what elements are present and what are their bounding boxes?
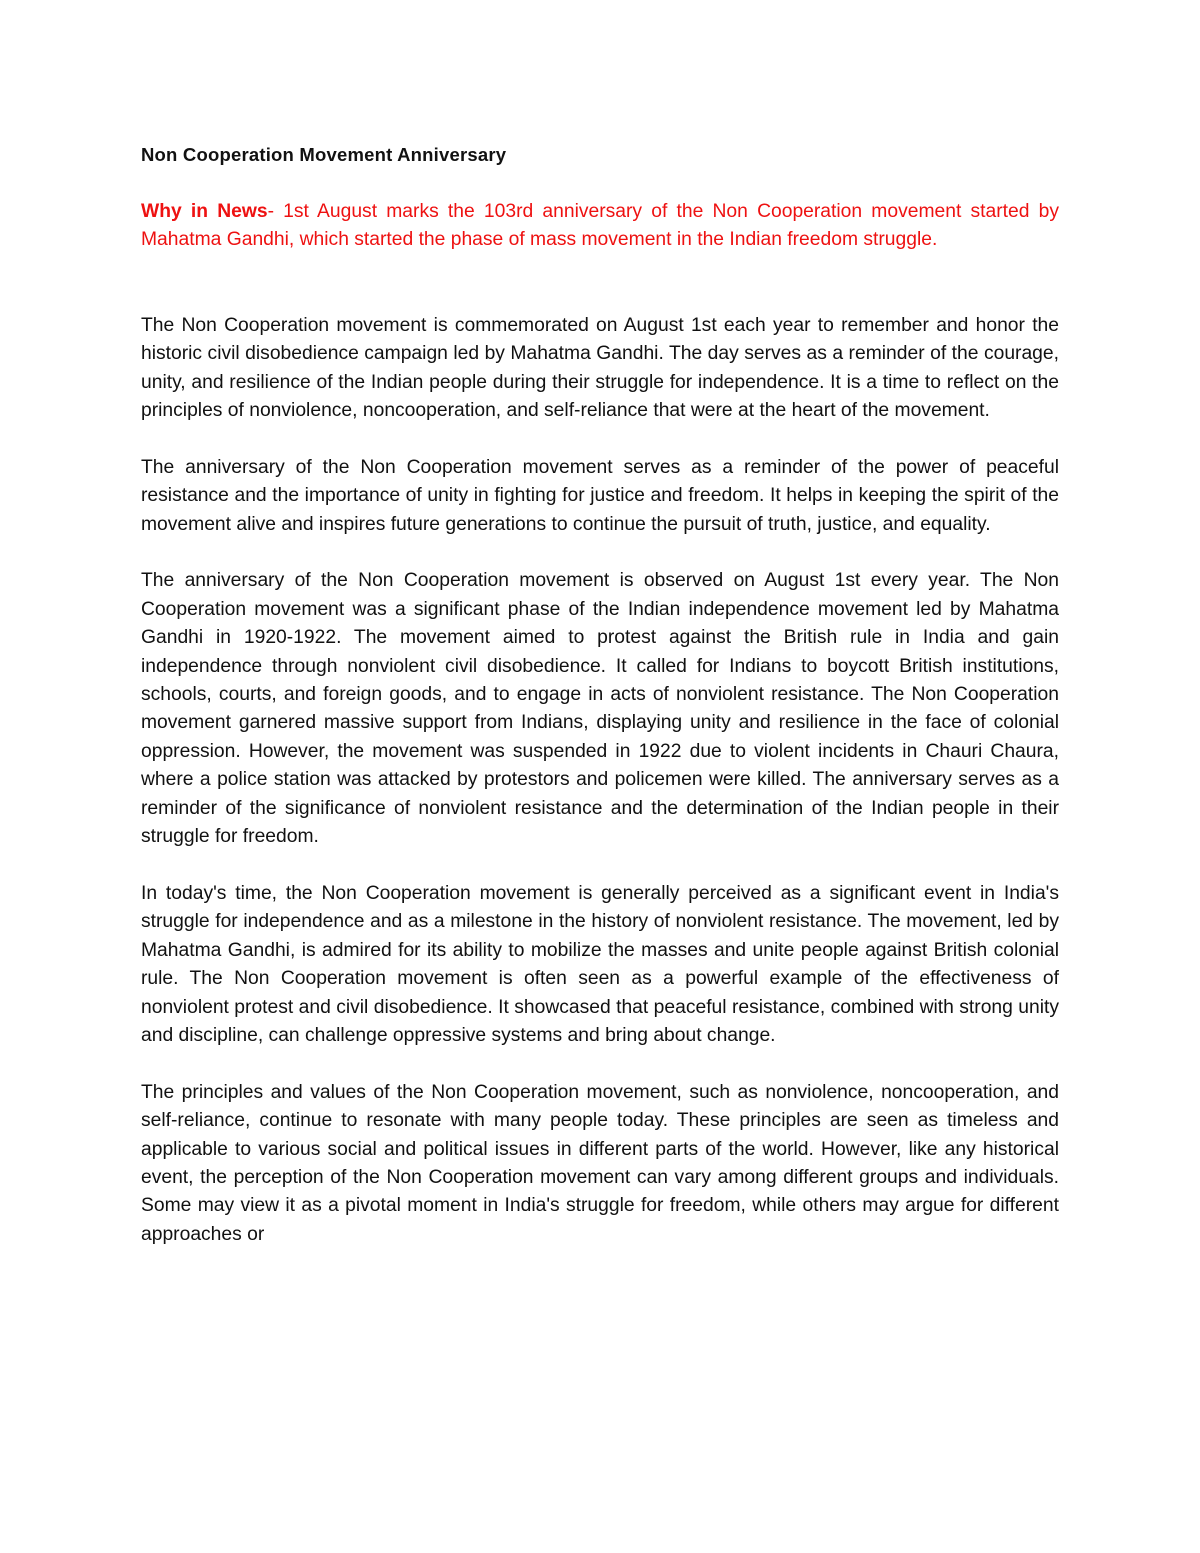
body-paragraph: In today's time, the Non Cooperation movement is generally perceived as a significant event in India's struggle for independence and as a milestone in the history of nonviolent resistance. The movement, led by Mahatma Gandhi, is admired for its ability to mobilize the masses and unite people against British colonial rule. The Non Cooperation movement is often seen as a powerful example of the effectiveness of nonviolent protest and civil disobedience. It showcased that peaceful resistance, combined with strong unity and discipline, can challenge oppressive systems and bring about change. [141,882,1059,1046]
body-paragraph: The principles and values of the Non Cooperation movement, such as nonviolence, noncooperation, and self-reliance, continue to resonate with many people today. These principles are seen as timeless and applicable to various social and political issues in different parts of the world. However, like any historical event, the perception of the Non Cooperation movement can vary among different groups and individuals. Some may view it as a pivotal moment in India's struggle for freedom, while others may argue for different approaches or [141,1081,1059,1245]
body-paragraph: The anniversary of the Non Cooperation movement serves as a reminder of the power of peaceful resistance and the importance of unity in fighting for justice and freedom. It helps in keeping the spirit of the movement alive and inspires future generations to continue the pursuit of truth, justice, and equality. [141,456,1059,535]
body-paragraph: The anniversary of the Non Cooperation movement is observed on August 1st every year. The Non Cooperation movement was a significant phase of the Indian independence movement led by Mahatma Gandhi in 1920-1922. The movement aimed to protest against the British rule in India and gain independence through nonviolent civil disobedience. It called for Indians to boycott British institutions, schools, courts, and foreign goods, and to engage in acts of nonviolent resistance. The Non Cooperation movement garnered massive support from Indians, displaying unity and resilience in the face of colonial oppression. However, the movement was suspended in 1922 due to violent incidents in Chauri Chaura, where a police station was attacked by protestors and policemen were killed. The anniversary serves as a reminder of the significance of nonviolent resistance and the determination of the Indian people in their struggle for freedom. [141,570,1059,848]
why-in-news-text: - 1st August marks the 103rd anniversary of the Non Cooperation movement started by Mahatma Gandhi, which started the phase of mass movement in the Indian freedom struggle. [141,201,1059,251]
document-page [141,141,1059,1278]
document-title: Non Cooperation Movement Anniversary [141,144,507,165]
why-in-news-section [141,198,1059,255]
body-paragraph: The Non Cooperation movement is commemorated on August 1st each year to remember and honor the historic civil disobedience campaign led by Mahatma Gandhi. The day serves as a reminder of the courage, unity, and resilience of the Indian people during their struggle for independence. It is a time to reflect on the principles of nonviolence, noncooperation, and self-reliance that were at the heart of the movement. [141,314,1059,422]
why-in-news-label: Why in News [141,201,268,222]
